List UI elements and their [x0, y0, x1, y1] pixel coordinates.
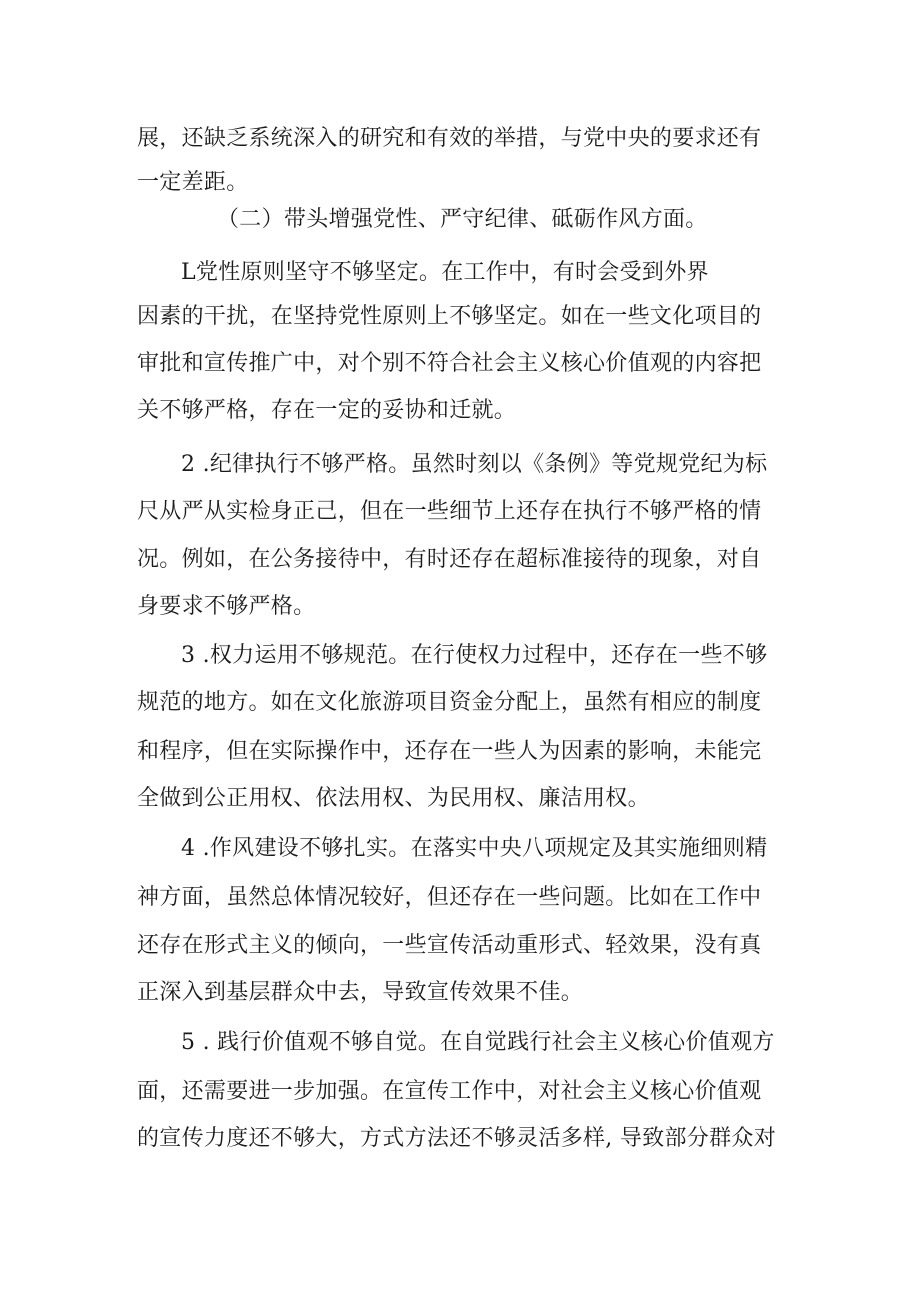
paragraph-line: 正深入到基层群众中去，导致宣传效果不佳。: [137, 980, 584, 1005]
paragraph-line: 况。例如，在公务接待中，有时还存在超标准接待的现象，对自: [137, 547, 762, 572]
paragraph-line: 神方面，虽然总体情况较好，但还存在一些问题。比如在工作中: [137, 885, 762, 910]
paragraph-line: 身要求不够严格。: [137, 594, 316, 619]
paragraph-line: 关不够严格，存在一定的妥协和迁就。: [137, 398, 517, 423]
paragraph-line: 尺从严从实检身正己，但在一些细节上还存在执行不够严格的情: [137, 499, 762, 524]
paragraph-line: 和程序，但在实际操作中，还存在一些人为因素的影响，未能完: [137, 739, 762, 764]
paragraph-line: 展，还缺乏系统深入的研究和有效的举措，与党中央的要求还有: [137, 126, 762, 151]
paragraph-line: 规范的地方。如在文化旅游项目资金分配上，虽然有相应的制度: [137, 690, 762, 715]
paragraph-line: 3 .权力运用不够规范。在行使权力过程中，还存在一些不够: [181, 643, 768, 668]
paragraph-line: 面，还需要进一步加强。在宣传工作中，对社会主义核心价值观: [137, 1079, 762, 1104]
paragraph-line: L党性原则坚守不够坚定。在工作中，有时会受到外界: [181, 260, 709, 285]
paragraph-line: 2 .纪律执行不够严格。虽然时刻以《条例》等党规党纪为标: [181, 452, 768, 477]
section-subheading: （二）带头增强党性、严守纪律、砥砺作风方面。: [217, 207, 708, 232]
paragraph-line: 还存在形式主义的倾向，一些宣传活动重形式、轻效果，没有真: [137, 933, 762, 958]
paragraph-line: 4 .作风建设不够扎实。在落实中央八项规定及其实施细则精: [181, 836, 768, 861]
paragraph-line: 因素的干扰，在坚持党性原则上不够坚定。如在一些文化项目的: [137, 304, 762, 329]
paragraph-line: 5 . 践行价值观不够自觉。在自觉践行社会主义核心价值观方: [181, 1030, 775, 1055]
paragraph-line: 审批和宣传推广中，对个别不符合社会主义核心价值观的内容把: [137, 351, 762, 376]
paragraph-line: 的宣传力度还不够大，方式方法还不够灵活多样, 导致部分群众对: [137, 1126, 776, 1151]
paragraph-line: 全做到公正用权、依法用权、为民用权、廉洁用权。: [137, 786, 650, 811]
paragraph-line: 一定差距。: [137, 170, 249, 195]
